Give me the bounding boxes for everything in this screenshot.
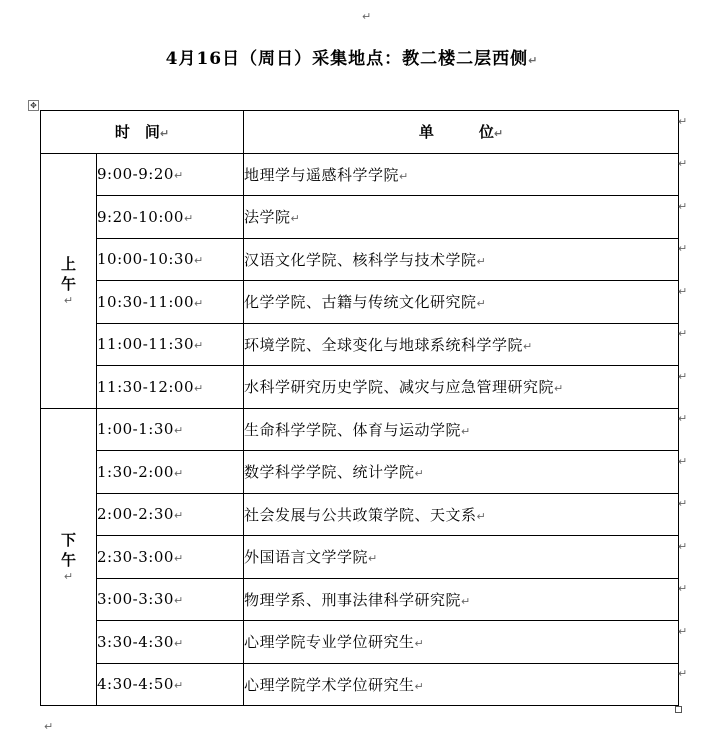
- table-row: [41, 153, 679, 196]
- time-cell: 2:30-3:00↵: [97, 536, 244, 579]
- row-end-mark: ↵: [678, 539, 688, 553]
- table-row: [41, 621, 679, 664]
- row-end-mark: ↵: [678, 412, 688, 425]
- unit-cell: 地理学与遥感科学学院↵: [244, 153, 679, 196]
- table-row: [41, 323, 679, 366]
- table-row: [41, 366, 679, 409]
- row-end-mark: ↵: [678, 242, 688, 255]
- time-cell: 11:00-11:30↵: [97, 323, 244, 366]
- table-row: [41, 281, 679, 324]
- time-cell: 3:30-4:30↵: [97, 621, 244, 664]
- header-unit: 单 位↵: [244, 111, 679, 154]
- period-afternoon: 下午 ↵: [41, 408, 97, 706]
- time-cell: 9:00-9:20↵: [97, 153, 244, 196]
- table-resize-handle[interactable]: [675, 706, 682, 713]
- paragraph-mark: ↵: [362, 10, 372, 23]
- row-end-mark: ↵: [678, 582, 688, 595]
- row-end-mark: ↵: [678, 624, 688, 638]
- unit-cell: 心理学院专业学位研究生↵: [244, 621, 679, 664]
- row-end-mark: ↵: [678, 497, 688, 510]
- time-cell: 1:30-2:00↵: [97, 451, 244, 494]
- time-cell: 1:00-1:30↵: [97, 408, 244, 451]
- table-row: [41, 196, 679, 239]
- row-end-mark: ↵: [678, 115, 688, 128]
- table-row: [41, 493, 679, 536]
- row-end-mark: ↵: [678, 157, 688, 170]
- unit-cell: 环境学院、全球变化与地球系统科学学院↵: [244, 323, 679, 366]
- unit-cell: 生命科学学院、体育与运动学院↵: [244, 408, 679, 451]
- time-cell: 2:00-2:30↵: [97, 493, 244, 536]
- table-row: [41, 578, 679, 621]
- table-row: [41, 536, 679, 579]
- time-cell: 10:30-11:00↵: [97, 281, 244, 324]
- table-header-row: [41, 111, 679, 154]
- unit-cell: 物理学系、刑事法律科学研究院↵: [244, 578, 679, 621]
- time-cell: 3:00-3:30↵: [97, 578, 244, 621]
- table-row: [41, 238, 679, 281]
- time-cell: 10:00-10:30↵: [97, 238, 244, 281]
- unit-cell: 心理学院学术学位研究生↵: [244, 663, 679, 706]
- page-title: 4月16日（周日）采集地点：教二楼二层西侧↵: [165, 49, 539, 69]
- row-end-mark: ↵: [678, 667, 688, 680]
- header-time: 时 间↵: [41, 111, 244, 154]
- unit-cell: 化学学院、古籍与传统文化研究院↵: [244, 281, 679, 324]
- unit-cell: 法学院↵: [244, 196, 679, 239]
- row-end-mark: ↵: [678, 369, 688, 383]
- time-cell: 9:20-10:00↵: [97, 196, 244, 239]
- table-row: [41, 408, 679, 451]
- period-morning: 上午 ↵: [41, 153, 97, 408]
- table-row: [41, 451, 679, 494]
- paragraph-mark: ↵: [44, 720, 54, 733]
- row-end-mark: ↵: [678, 327, 688, 340]
- row-end-mark: ↵: [678, 284, 688, 298]
- row-end-mark: ↵: [678, 454, 688, 468]
- table-move-handle[interactable]: ✥: [28, 100, 39, 111]
- unit-cell: 数学科学学院、统计学院↵: [244, 451, 679, 494]
- row-end-mark: ↵: [678, 199, 688, 213]
- table-row: [41, 663, 679, 706]
- unit-cell: 社会发展与公共政策学院、天文系↵: [244, 493, 679, 536]
- unit-cell: 汉语文化学院、核科学与技术学院↵: [244, 238, 679, 281]
- unit-cell: 外国语言文学学院↵: [244, 536, 679, 579]
- unit-cell: 水科学研究历史学院、减灾与应急管理研究院↵: [244, 366, 679, 409]
- schedule-table: [40, 110, 679, 706]
- time-cell: 11:30-12:00↵: [97, 366, 244, 409]
- time-cell: 4:30-4:50↵: [97, 663, 244, 706]
